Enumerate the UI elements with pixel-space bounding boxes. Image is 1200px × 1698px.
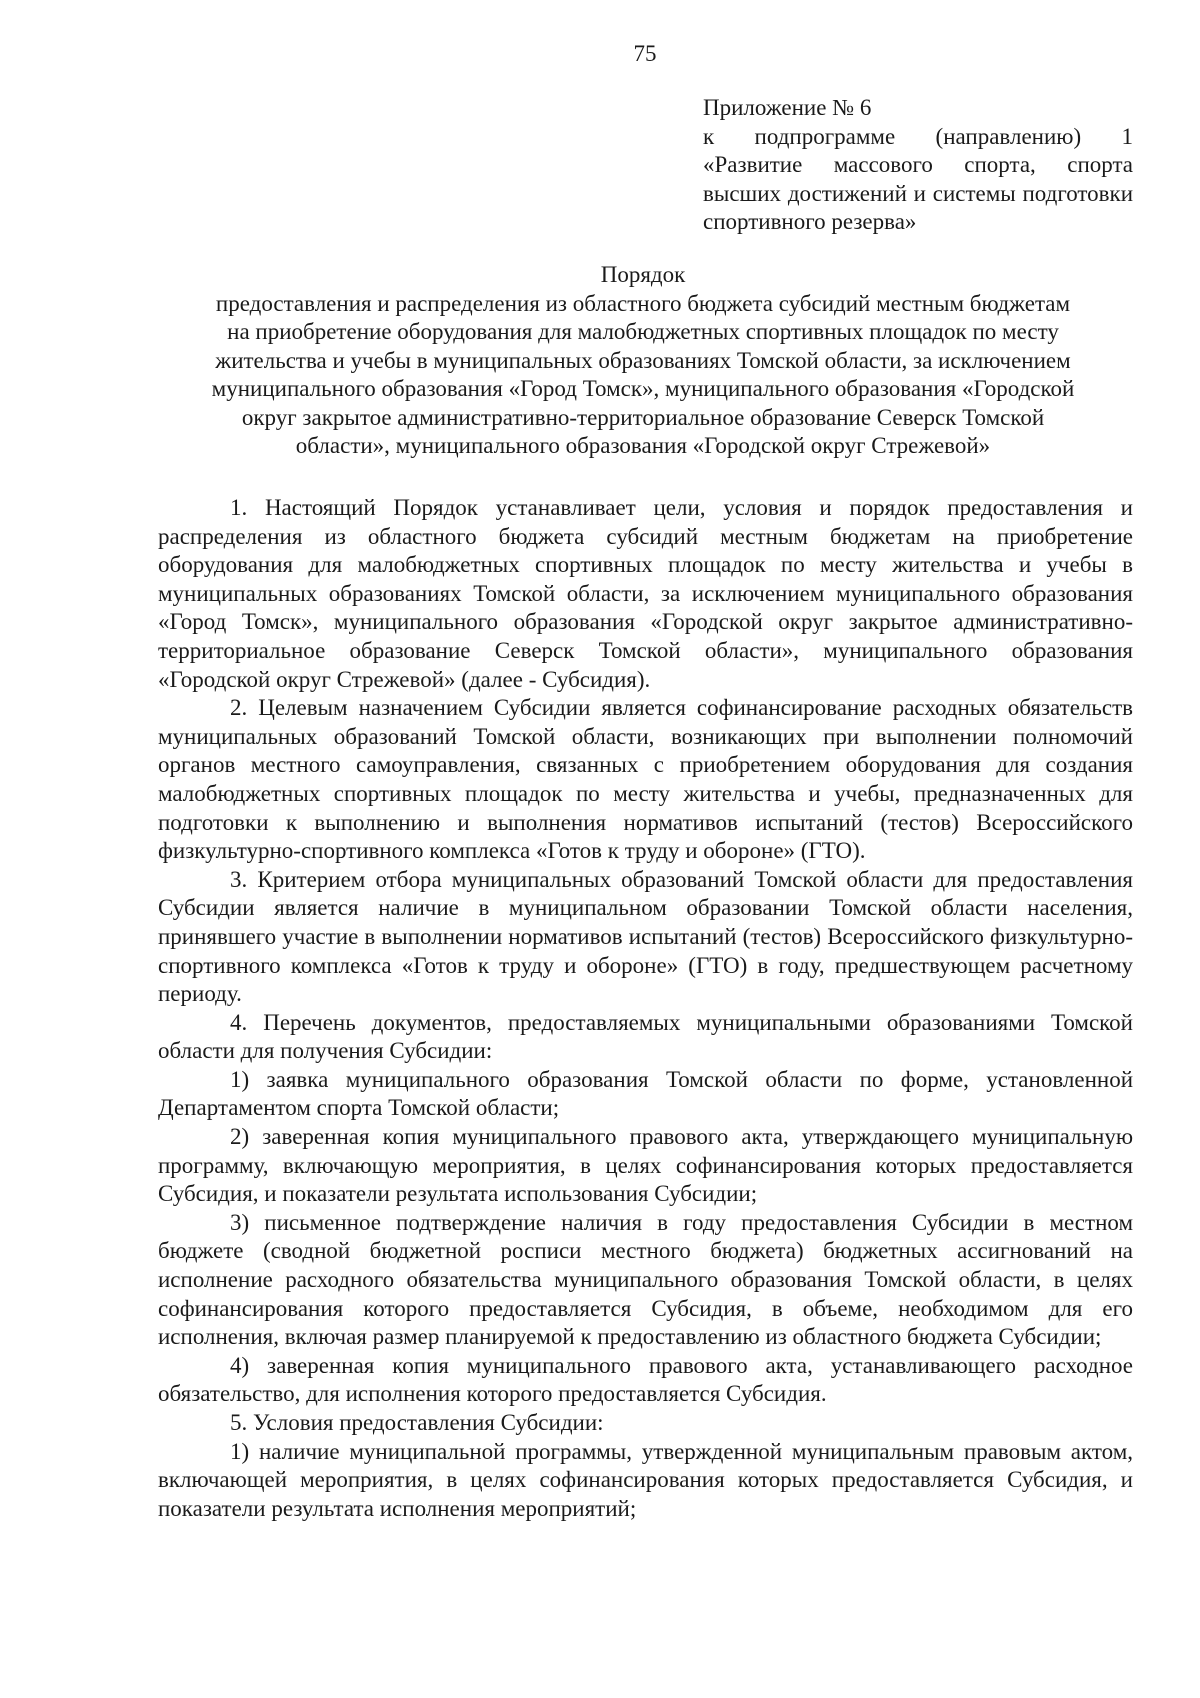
document-body xyxy=(158,494,1133,1523)
document-title xyxy=(150,261,1136,461)
paragraph-5: 5. Условия предоставления Субсидии: xyxy=(230,1410,604,1435)
paragraph-3: 3. Критерием отбора муниципальных образований Томской области для предоставления Субсидии является наличие в муниципальном образовании Томской области населения, принявшего участие в выполнении нормативов испытаний (тестов) Всероссийского физкультурно-спортивного комплекса «Готов к труду и обороне» (ГТО) в году, предшествующем расчетному периоду. xyxy=(158,866,1133,1007)
title-line: жительства и учебы в муниципальных образованиях Томской области, за исключением xyxy=(215,347,1071,373)
list-item-5-1: 1) наличие муниципальной программы, утвержденной муниципальным правовым актом, включающей мероприятия, в целях софинансирования которых предоставляется Субсидия, и показатели результата исполнения мероприятий; xyxy=(158,1438,1133,1521)
list-item-4-4: 4) заверенная копия муниципального правового акта, устанавливающего расходное обязательство, для исполнения которого предоставляется Субсидия. xyxy=(158,1352,1133,1407)
appendix-subprogram: к подпрограмме (направлению) 1 «Развитие массового спорта, спорта высших достижений и системы подготовки спортивного резерва» xyxy=(703,123,1133,234)
list-item-4-1: 1) заявка муниципального образования Томской области по форме, установленной Департаментом спорта Томской области; xyxy=(158,1066,1133,1121)
appendix-title: Приложение № 6 xyxy=(703,95,872,120)
paragraph-1: 1. Настоящий Порядок устанавливает цели, условия и порядок предоставления и распределения из областного бюджета субсидий местным бюджетам на приобретение оборудования для малобюджетных спортивных площадок по месту жительства и учебы в муниципальных образованиях Томской области, за исключением муниципального образования «Город Томск», муниципального образования «Городской округ закрытое административно-территориальное образование Северск Томской области», муниципального образования «Городской округ Стрежевой» (далее - Субсидия). xyxy=(158,495,1133,692)
paragraph-2: 2. Целевым назначением Субсидии является софинансирование расходных обязательств муниципальных образований Томской области, возникающих при выполнении полномочий органов местного самоуправления, связанных с приобретением оборудования для создания малобюджетных спортивных площадок по месту жительства и учебы, предназначенных для подготовки к выполнению и выполнения нормативов испытаний (тестов) Всероссийского физкультурно-спортивного комплекса «Готов к труду и обороне» (ГТО). xyxy=(158,695,1133,864)
title-line: предоставления и распределения из областного бюджета субсидий местным бюджетам xyxy=(215,290,1071,316)
paragraph-4: 4. Перечень документов, предоставляемых муниципальными образованиями Томской области для получения Субсидии: xyxy=(158,1009,1133,1064)
title-line: муниципального образования «Город Томск», муниципального образования «Городской xyxy=(211,376,1075,401)
title-line: на приобретение оборудования для малобюджетных спортивных площадок по месту xyxy=(227,319,1059,344)
page-number: 75 xyxy=(633,41,657,66)
list-item-4-2: 2) заверенная копия муниципального правового акта, утверждающего муниципальную программу, включающую мероприятия, в целях софинансирования которых предоставляется Субсидия, и показатели результата использования Субсидии; xyxy=(158,1124,1133,1207)
title-line: округ закрытое административно-территориальное образование Северск Томской xyxy=(241,404,1045,430)
title-line: Порядок xyxy=(600,262,686,287)
list-item-4-3: 3) письменное подтверждение наличия в году предоставления Субсидии в местном бюджете (сводной бюджетной росписи местного бюджета) бюджетных ассигнований на исполнение расходного обязательства муниципального образования Томской области, в целях софинансирования которого предоставляется Субсидия, в объеме, необходимом для его исполнения, включая размер планируемой к предоставлению из областного бюджета Субсидии; xyxy=(158,1209,1133,1350)
appendix-header xyxy=(703,94,1133,237)
title-line: области», муниципального образования «Городской округ Стрежевой» xyxy=(295,433,991,458)
